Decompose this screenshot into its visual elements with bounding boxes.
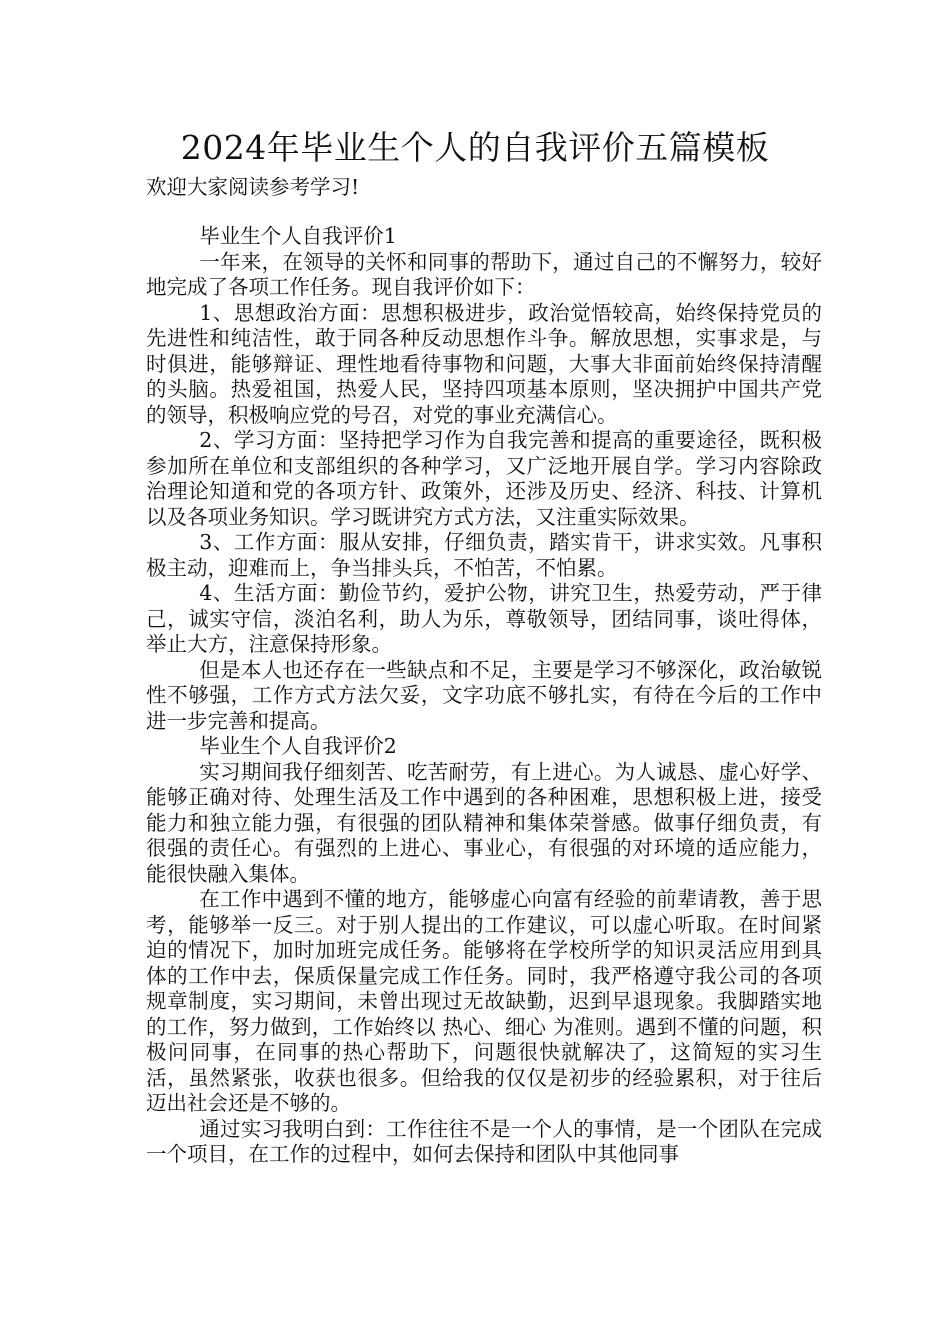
section-heading: 毕业生个人自我评价1 <box>199 224 397 248</box>
section-heading: 毕业生个人自我评价2 <box>199 734 397 758</box>
paragraph: 在工作中遇到不懂的地方，能够虚心向富有经验的前辈请教，善于思考，能够举一反三。对于别人提出的工作建议，可以虚心听取。在时间紧迫的情况下，加时加班完成任务。能够将在学校所学的知识灵活应用到具体的工作中去，保质保量完成工作任务。同时，我严格遵守我公司的各项规章制度，实习期间，未曾出现过无故缺勤，迟到早退现象。我脚踏实地的工作，努力做到，工作始终以 热心、细心 为准则。遇到不懂的问题，积极问同事，在同事的热心帮助下，问题很快就解决了，这简短的实习生活，虽然紧张，收获也很多。但给我的仅仅是初步的经验累积，对于往后迈出社会还是不够的。 <box>146 887 822 1115</box>
paragraph: 1、思想政治方面：思想积极进步，政治觉悟较高，始终保持党员的先进性和纯洁性，敢于同各种反动思想作斗争。解放思想，实事求是，与时俱进，能够辩证、理性地看待事物和问题，大事大非面前始终保持清醒的头脑。热爱祖国，热爱人民，坚持四项基本原则，坚决拥护中国共产党的领导，积极响应党的号召，对党的事业充满信心。 <box>146 300 822 427</box>
paragraph: 2、学习方面：坚持把学习作为自我完善和提高的重要途径，既积极参加所在单位和支部组织的各种学习，又广泛地开展自学。学习内容除政治理论知道和党的各项方针、政策外，还涉及历史、经济、科技、计算机以及各项业务知识。学习既讲究方式方法，又注重实际效果。 <box>146 428 822 529</box>
paragraph: 通过实习我明白到：工作往往不是一个人的事情，是一个团队在完成一个项目，在工作的过程中，如何去保持和团队中其他同事 <box>146 1116 822 1166</box>
document-title: 2024年毕业生个人的自我评价五篇模板 <box>180 128 770 167</box>
intro-line: 欢迎大家阅读参考学习! <box>146 175 360 199</box>
paragraph: 一年来，在领导的关怀和同事的帮助下，通过自己的不懈努力，较好地完成了各项工作任务。现自我评价如下： <box>146 249 822 299</box>
paragraph: 3、工作方面：服从安排，仔细负责，踏实肯干，讲求实效。凡事积极主动，迎难而上，争当排头兵，不怕苦，不怕累。 <box>146 530 822 580</box>
paragraph: 实习期间我仔细刻苦、吃苦耐劳，有上进心。为人诚恳、虚心好学、能够正确对待、处理生活及工作中遇到的各种困难，思想积极上进，接受能力和独立能力强，有很强的团队精神和集体荣誉感。做事仔细负责，有很强的责任心。有强烈的上进心、事业心，有很强的对环境的适应能力，能很快融入集体。 <box>146 759 822 886</box>
paragraph: 但是本人也还存在一些缺点和不足，主要是学习不够深化，政治敏锐性不够强，工作方式方法欠妥，文字功底不够扎实，有待在今后的工作中进一步完善和提高。 <box>146 657 822 733</box>
paragraph: 4、生活方面：勤俭节约，爱护公物，讲究卫生，热爱劳动，严于律己，诚实守信，淡泊名利，助人为乐，尊敬领导，团结同事，谈吐得体，举止大方，注意保持形象。 <box>146 581 822 656</box>
document-body <box>146 224 822 1168</box>
